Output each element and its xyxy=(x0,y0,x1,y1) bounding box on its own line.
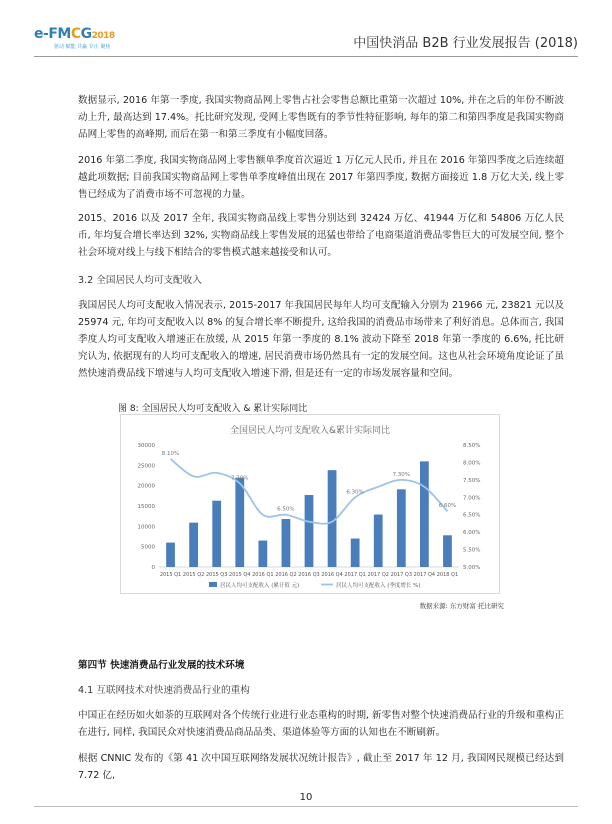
bar xyxy=(443,535,452,567)
footer-divider xyxy=(34,806,578,807)
right-tick-label: 7.00% xyxy=(463,495,481,502)
legend-label-bar: 居民人均可支配收入 (累计值 元) xyxy=(220,583,300,589)
right-tick-label: 5.50% xyxy=(463,547,481,554)
page-number: 10 xyxy=(299,792,313,803)
bar xyxy=(189,523,198,567)
bar xyxy=(374,515,383,567)
data-label: 6.50% xyxy=(277,506,295,513)
left-tick-label: 30000 xyxy=(137,443,155,449)
category-label: 2015 Q3 xyxy=(205,572,228,578)
right-tick-label: 7.50% xyxy=(463,477,481,484)
chart-svg xyxy=(121,415,499,593)
data-source: 数据来源: 东方财富 托比研究 xyxy=(419,602,504,610)
paragraph-2: 2016 年第二季度, 我国实物商品网上零售额单季度首次逼近 1 万亿元人民币, 并且在 2016 年第四季度之后连续超越此项数据; 目前我国实物商品网上零售单季度峰值出现在 2017 年第四季度, 数据方面接近 1.8 万亿大关, 线上零售已经成为了消费市场不可忽视的力量。 xyxy=(78,155,564,200)
left-tick-label: 25000 xyxy=(137,463,155,470)
paragraph-6: 根据 CNNIC 发布的《第 41 次中国互联网络发展状况统计报告》, 截止至 2017 年 12 月, 我国网民规模已经达到 7.72 亿, xyxy=(78,753,564,781)
data-label: 8.10% xyxy=(161,450,180,457)
figure-caption: 图 8: 全国居民人均可支配收入 & 累计实际同比 xyxy=(118,404,308,414)
bar xyxy=(258,541,267,567)
header-divider xyxy=(34,56,578,57)
fmcg-logo xyxy=(34,26,184,54)
category-label: 2016 Q4 xyxy=(321,572,343,578)
page-header xyxy=(0,0,612,64)
paragraph-1: 数据显示, 2016 年第一季度, 我国实物商品网上零售占社会零售总额比重第一次超过 10%, 并在之后的年份不断波动上升, 最高达到 17.4%。托比研究发现, 受网上零售既有的季节性特征影响, 每年的第二和第四季度是我国实物商品网上零售的高峰期, 而后在第一和第三季度有小幅度回落。 xyxy=(78,95,564,140)
logo-text: e-FMCG2018 xyxy=(34,26,115,42)
category-label: 2017 Q2 xyxy=(367,572,389,578)
category-label: 2016 Q1 xyxy=(252,572,274,578)
right-tick-label: 5.00% xyxy=(463,565,481,571)
bar xyxy=(212,501,221,567)
bar xyxy=(397,489,406,567)
category-label: 2015 Q1 xyxy=(159,572,182,578)
category-label: 2016 Q3 xyxy=(298,572,320,578)
bar xyxy=(305,495,314,567)
category-label: 2017 Q3 xyxy=(390,572,413,578)
category-label: 2018 Q1 xyxy=(436,572,459,578)
legend-swatch-bar xyxy=(209,582,217,587)
chart-title: 全国居民人均可支配收入&累计实际同比 xyxy=(229,426,391,436)
left-tick-label: 5000 xyxy=(141,544,155,551)
bar xyxy=(166,543,175,567)
right-tick-label: 6.50% xyxy=(463,512,481,519)
bar xyxy=(351,539,360,567)
left-tick-label: 0 xyxy=(151,565,155,571)
section-4-1-heading: 4.1 互联网技术对快速消费品行业的重构 xyxy=(78,685,250,696)
paragraph-5: 中国正在经历如火如荼的互联网对各个传统行业进行业态重构的时期, 新零售对整个快速消费品行业的升级和重构正在进行, 同样, 我国民众对快速消费品商品品类、渠道体验等方面的认知也在不断刷新。 xyxy=(78,710,564,738)
right-tick-label: 8.50% xyxy=(463,443,481,449)
income-chart xyxy=(120,414,500,594)
category-label: 2016 Q2 xyxy=(275,572,297,578)
data-label: 6.30% xyxy=(346,489,364,496)
data-label: 6.60% xyxy=(438,503,457,510)
data-label: 7.70% xyxy=(231,475,249,482)
paragraph-3: 2015、2016 以及 2017 全年, 我国实物商品线上零售分别达到 32424 万亿、41944 万亿和 54806 万亿人民币, 年均复合增长率达到 32%, 实物商品线上零售发展的迅猛也带给了电商渠道消费品零售巨大的可发展空间, 整个社会环境对线上与线下相结合的零售模式越来越接受和认可。 xyxy=(78,213,564,258)
left-tick-label: 10000 xyxy=(137,524,155,531)
bar xyxy=(235,478,244,567)
category-label: 2017 Q1 xyxy=(344,572,366,578)
bar xyxy=(420,461,429,567)
right-tick-label: 8.00% xyxy=(463,460,481,467)
bar xyxy=(282,519,291,567)
category-label: 2015 Q2 xyxy=(182,572,205,578)
left-tick-label: 20000 xyxy=(137,483,155,490)
right-tick-label: 6.00% xyxy=(463,530,481,537)
left-tick-label: 15000 xyxy=(137,504,155,510)
category-label: 2017 Q4 xyxy=(413,572,436,578)
section-3-2-heading: 3.2 全国居民人均可支配收入 xyxy=(78,275,202,286)
legend-label-line: 居民人均可支配收入 (季度增长 %) xyxy=(336,583,421,589)
logo-subtitle: 驱动 赋能 共赢 专注 聚焦 xyxy=(54,44,111,50)
category-label: 2015 Q4 xyxy=(229,572,251,578)
data-label: 7.30% xyxy=(392,471,411,478)
paragraph-4: 我国居民人均可支配收入情况表示, 2015-2017 年我国居民每年人均可支配输入分别为 21966 元, 23821 元以及 25974 元, 年均可支配收入以 8% 的复合增长率不断提升, 这给我国的消费品市场带来了利好消息。总体而言, 我国季度人均可支配收入增速正在放缓, 从 2015 年第一季度的 8.1% 波动下降至 2018 年第一季度的 6.6%, 托比研究认为, 依据现有的人均可支配收入的增速, 居民消费市场仍然具有一定的发展空间。这也从社会环境角度论证了虽然快速消费品线下增速与人均可支配收入增速下滑, 但是还有一定的市场发展容量和空间。 xyxy=(78,300,564,379)
report-title: 中国快消品 B2B 行业发展报告 (2018) xyxy=(353,36,578,51)
section-4-heading: 第四节 快速消费品行业发展的技术环境 xyxy=(78,660,245,671)
